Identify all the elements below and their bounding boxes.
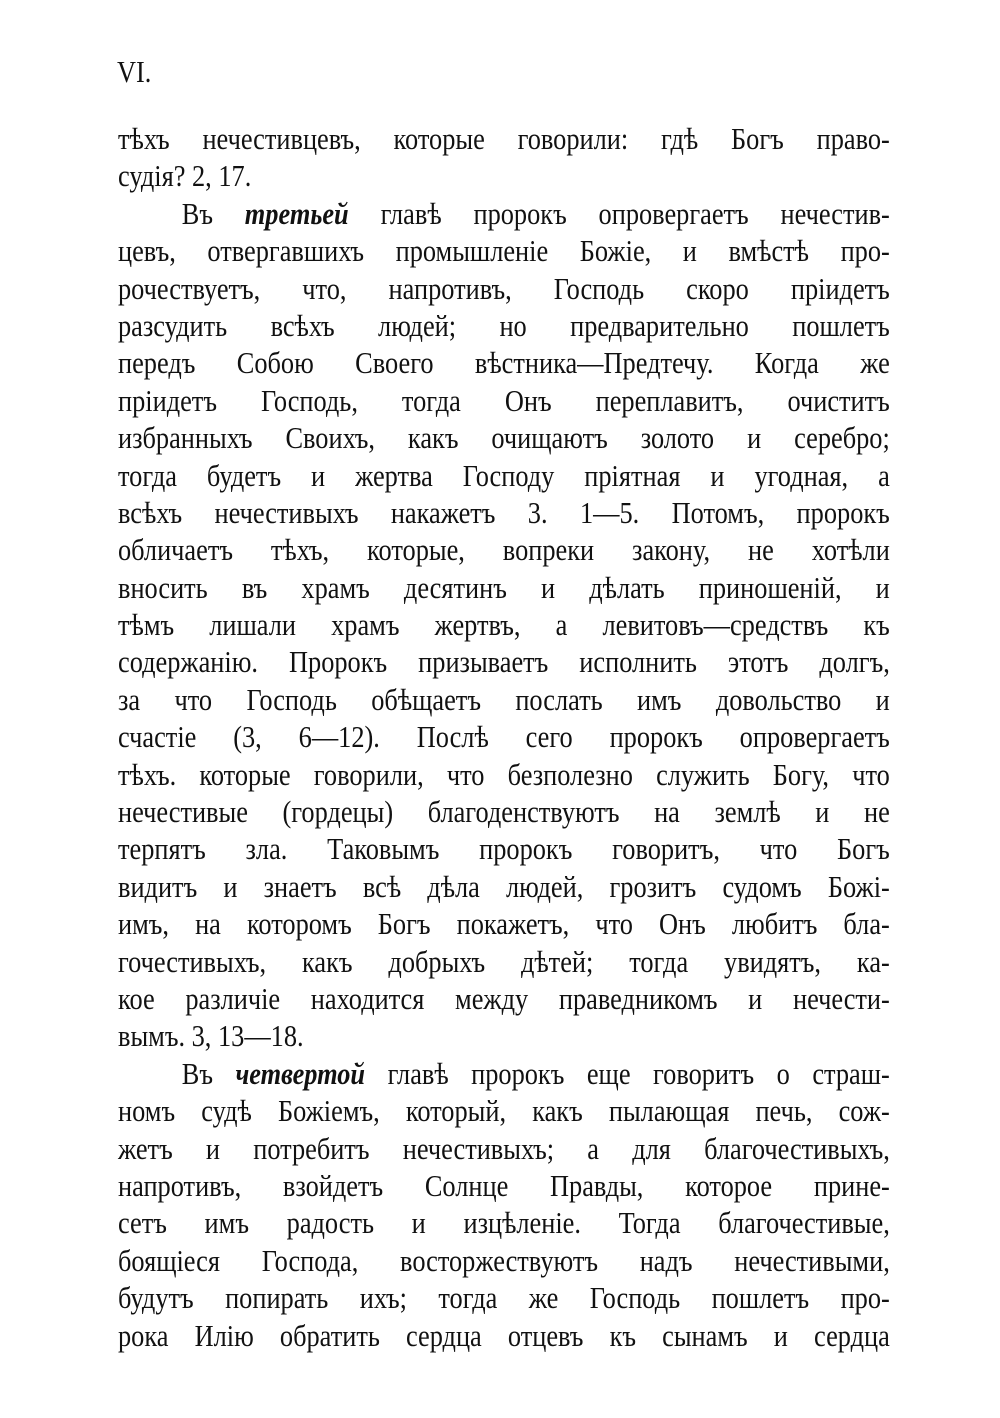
paragraph bbox=[118, 120, 890, 195]
text-line bbox=[118, 195, 890, 232]
text-line: за что Господь обѣщаетъ послать имъ довольство и bbox=[118, 681, 890, 717]
text-segment: главѣ пророкъ опровергаетъ нечестив- bbox=[348, 195, 890, 231]
paragraph bbox=[118, 1055, 890, 1354]
text-line: кое различіе находится между праведникомъ и нечести- bbox=[118, 980, 890, 1016]
text-line: тѣхъ. которые говорили, что безполезно служить Богу, что bbox=[118, 756, 890, 792]
text-line: сетъ имъ радость и изцѣленіе. Тогда благочестивые, bbox=[118, 1205, 890, 1241]
emphasized-word: третьей bbox=[244, 195, 349, 231]
text-line: терпятъ зла. Таковымъ пророкъ говоритъ, что Богъ bbox=[118, 831, 890, 867]
text-segment: Въ bbox=[181, 195, 245, 231]
text-line bbox=[118, 1055, 890, 1092]
text-segment: главѣ пророкъ еще говоритъ о страш- bbox=[365, 1055, 890, 1091]
text-line: тогда будетъ и жертва Господу пріятная и угодная, а bbox=[118, 457, 890, 493]
text-line: содержанію. Пророкъ призываетъ исполнить этотъ долгъ, bbox=[118, 644, 890, 680]
text-line: имъ, на которомъ Богъ покажетъ, что Онъ любитъ бла- bbox=[118, 906, 890, 942]
text-line: напротивъ, взойдетъ Солнце Правды, которое прине- bbox=[118, 1167, 890, 1203]
text-line: номъ судѣ Божіемъ, который, какъ пылающая печь, сож- bbox=[118, 1093, 890, 1129]
page-number: VI. bbox=[117, 54, 152, 89]
text-line: обличаетъ тѣхъ, которые, вопреки закону, не хотѣли bbox=[118, 532, 890, 568]
text-line: тѣхъ нечестивцевъ, которые говорили: гдѣ Богъ право- bbox=[118, 121, 890, 156]
body-text bbox=[118, 120, 890, 1354]
text-line: разсудить всѣхъ людей; но предварительно пошлетъ bbox=[118, 307, 890, 343]
text-line: будутъ попирать ихъ; тогда же Господь пошлетъ про- bbox=[118, 1280, 890, 1316]
text-line: счастіе (3, 6—12). Послѣ сего пророкъ опровергаетъ bbox=[118, 719, 890, 755]
text-line: тѣмъ лишали храмъ жертвъ, а левитовъ—средствъ къ bbox=[118, 607, 890, 643]
text-line: пріидетъ Господь, тогда Онъ переплавитъ, очиститъ bbox=[118, 382, 890, 418]
text-line: избранныхъ Своихъ, какъ очищаютъ золото и серебро; bbox=[118, 420, 890, 456]
paragraph bbox=[118, 195, 890, 1055]
text-line: вымъ. 3, 13—18. bbox=[118, 1018, 304, 1054]
text-line: гочестивыхъ, какъ добрыхъ дѣтей; тогда увидятъ, ка- bbox=[118, 943, 890, 979]
text-line: видитъ и знаетъ всѣ дѣла людей, грозитъ судомъ Божі- bbox=[118, 868, 890, 904]
text-line: судія? 2, 17. bbox=[118, 158, 252, 194]
text-line: цевъ, отвергавшихъ промышленіе Божіе, и вмѣстѣ про- bbox=[118, 233, 890, 269]
text-line: жетъ и потребитъ нечестивыхъ; а для благочестивыхъ, bbox=[118, 1130, 890, 1166]
text-segment: Въ bbox=[181, 1055, 236, 1091]
text-line: рока Илію обратить сердца отцевъ къ сынамъ и сердца bbox=[118, 1317, 890, 1353]
text-line: вносить въ храмъ десятинъ и дѣлать приношеній, и bbox=[118, 569, 890, 605]
text-line: рочествуетъ, что, напротивъ, Господь скоро пріидетъ bbox=[118, 270, 890, 306]
text-line: всѣхъ нечестивыхъ накажетъ 3. 1—5. Потомъ, пророкъ bbox=[118, 494, 890, 530]
emphasized-word: четвертой bbox=[235, 1055, 366, 1091]
text-line: нечестивые (гордецы) благоденствуютъ на землѣ и не bbox=[118, 794, 890, 830]
text-line: боящіеся Господа, восторжествуютъ надъ нечестивыми, bbox=[118, 1242, 890, 1278]
text-line: передъ Собою Своего вѣстника—Предтечу. Когда же bbox=[118, 345, 890, 381]
